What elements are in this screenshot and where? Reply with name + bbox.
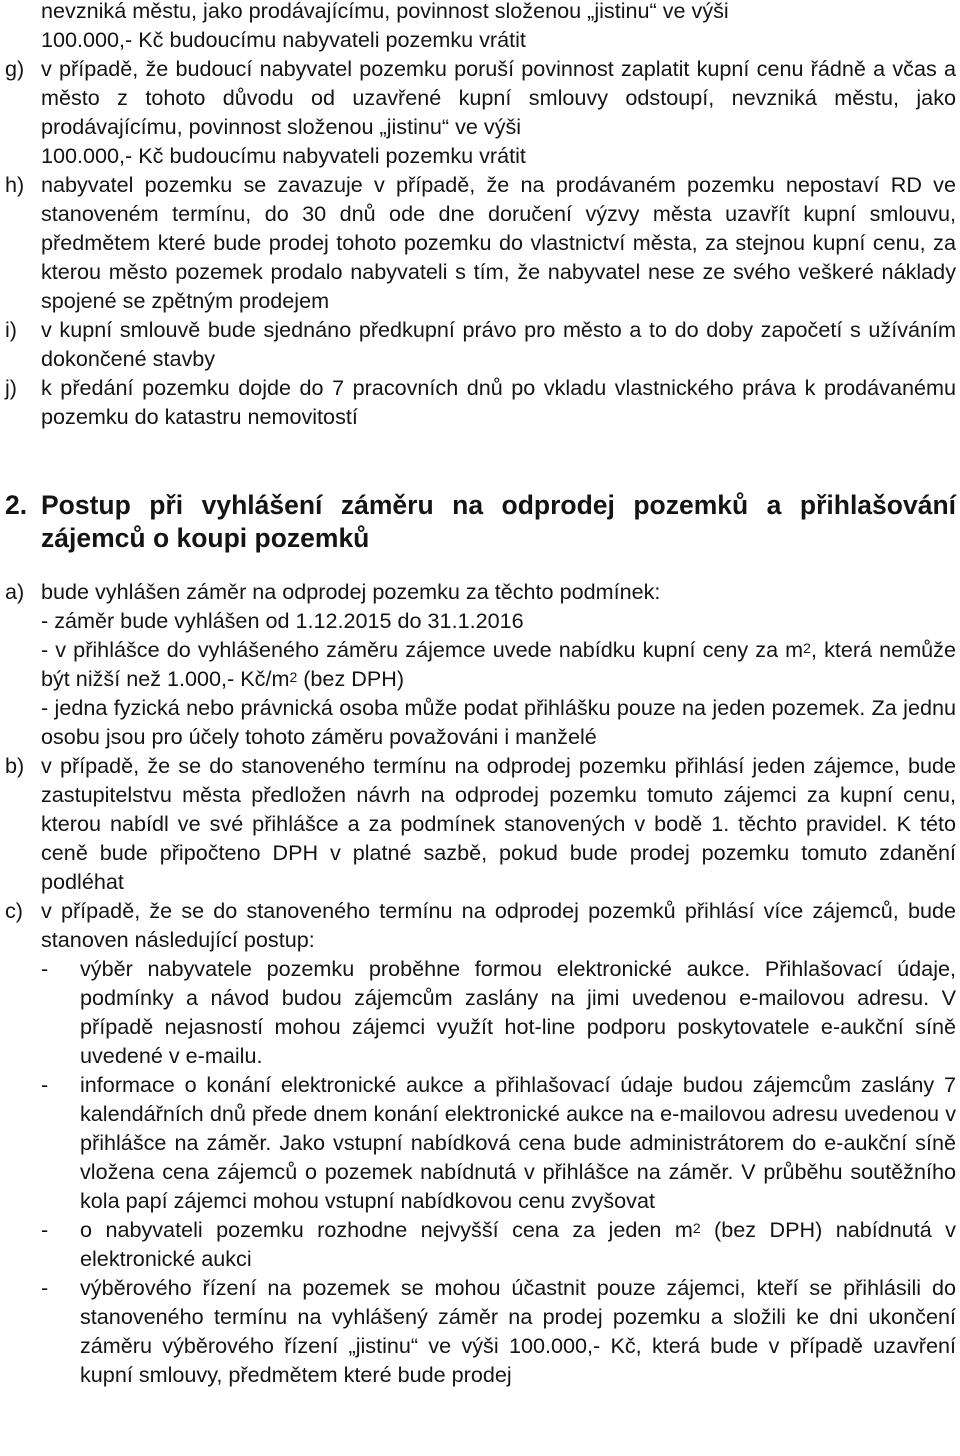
condition-text: - v přihlášce do vyhlášeného záměru zájemce uvede nabídku kupní ceny za m bbox=[41, 637, 804, 662]
section-heading bbox=[5, 489, 956, 555]
list-item-i bbox=[5, 315, 956, 373]
list-label: c) bbox=[5, 898, 23, 923]
step-text: o nabyvateli pozemku rozhodne nejvyšší cena za jeden m bbox=[80, 1217, 693, 1242]
paragraph-continuation: 100.000,- Kč budoucímu nabyvateli pozemku vrátit bbox=[41, 27, 526, 52]
superscript: 2 bbox=[803, 640, 811, 656]
superscript: 2 bbox=[289, 669, 298, 685]
list-item-g bbox=[5, 54, 956, 141]
condition-text: , která nemůže být nižší než 1.000,- Kč/m bbox=[41, 637, 956, 691]
list-text: v případě, že se do stanoveného termínu na odprodej pozemků přihlásí více zájemců, bude stanoven následující postup: bbox=[41, 898, 956, 952]
step-text: (bez DPH) nabídnutá v elektronické aukci bbox=[80, 1217, 956, 1271]
list-item-h bbox=[5, 170, 956, 315]
step-text: výběr nabyvatele pozemku proběhne formou elektronické aukce. Přihlašovací údaje, podmínky a návod budou zájemcům zaslány na jimi uvedenou e-mailovou adresu. V případě nejasností mohou zájemci využít hot-line podporu poskytovatele e-aukční síně uvedené v e-mailu. bbox=[80, 956, 956, 1068]
dash-marker: - bbox=[41, 1072, 49, 1097]
list-label: h) bbox=[5, 172, 25, 197]
list-item-c bbox=[5, 896, 956, 954]
paragraph-continuation: nevzniká městu, jako prodávajícímu, povinnost složenou „jistinu“ ve výši bbox=[41, 0, 729, 23]
list-label: j) bbox=[5, 375, 17, 400]
list-text: 100.000,- Kč budoucímu nabyvateli pozemku vrátit bbox=[41, 143, 526, 168]
list-label: g) bbox=[5, 56, 25, 81]
list-label: b) bbox=[5, 753, 25, 778]
procedure-step bbox=[5, 1070, 956, 1215]
section-title: Postup při vyhlášení záměru na odprodej pozemků a přihlašování zájemců o koupi pozemků bbox=[41, 490, 956, 553]
list-label: i) bbox=[5, 317, 17, 342]
condition-price bbox=[5, 635, 956, 693]
list-text: v případě, že se do stanoveného termínu na odprodej pozemku přihlásí jeden zájemce, bude zastupitelstvu města předložen návrh na odprodej pozemku tomuto zájemci za kupní cenu, kterou nabídl ve své přihlášce a za podmínek stanovených v bodě 1. těchto pravidel. K této ceně bude připočteno DPH v platné sazbě, pokud bude prodej pozemku tomuto zdanění podléhat bbox=[41, 753, 956, 894]
superscript: 2 bbox=[692, 1220, 701, 1236]
list-text: bude vyhlášen záměr na odprodej pozemku za těchto podmínek: bbox=[41, 579, 661, 604]
list-label: a) bbox=[5, 579, 25, 604]
list-item-j bbox=[5, 373, 956, 431]
list-text: k předání pozemku dojde do 7 pracovních dnů po vkladu vlastnického práva k prodávanému pozemku do katastru nemovitostí bbox=[41, 375, 956, 429]
procedure-step bbox=[5, 954, 956, 1070]
list-item-a bbox=[5, 577, 956, 606]
list-text: v případě, že budoucí nabyvatel pozemku poruší povinnost zaplatit kupní cenu řádně a včas a město z tohoto důvodu od uzavřené kupní smlouvy odstoupí, nevzniká městu, jako prodávajícímu, povinnost složenou „jistinu“ ve výši bbox=[41, 56, 956, 139]
condition-one-application: - jedna fyzická nebo právnická osoba může podat přihlášku pouze na jeden pozemek. Za jednu osobu jsou pro účely tohoto záměru považováni i manželé bbox=[41, 695, 956, 749]
section-number: 2. bbox=[5, 490, 28, 520]
spacer bbox=[5, 555, 956, 577]
dash-marker: - bbox=[41, 956, 49, 981]
step-text: informace o konání elektronické aukce a přihlašovací údaje budou zájemcům zaslány 7 kalendářních dnů přede dnem konání elektronické aukce na e-mailovou adresu uvedenou v přihlášce na záměr. Jako vstupní nabídková cena bude administrátorem do e-aukční síně vložena cena zájemců o pozemek nabídnutá v přihlášce na záměr. V průběhu soutěžního kola papí zájemci mohou vstupní nabídkovou cenu zvyšovat bbox=[80, 1072, 956, 1213]
condition-text: (bez DPH) bbox=[297, 666, 405, 691]
list-text: v kupní smlouvě bude sjednáno předkupní právo pro město a to do doby započetí s užíváním dokončené stavby bbox=[41, 317, 956, 371]
condition-date: - záměr bude vyhlášen od 1.12.2015 do 31.1.2016 bbox=[41, 608, 524, 633]
list-item-continuation bbox=[5, 141, 956, 170]
procedure-step bbox=[5, 1273, 956, 1389]
step-text: výběrového řízení na pozemek se mohou účastnit pouze zájemci, kteří se přihlásili do stanoveného termínu na vyhlášený záměr na prodej pozemku a složili ke dni ukončení záměru výběrového řízení „jistinu“ ve výši 100.000,- Kč, která bude v případě uzavření kupní smlouvy, předmětem které bude prodej bbox=[80, 1275, 956, 1387]
spacer bbox=[5, 431, 956, 489]
dash-marker: - bbox=[41, 1217, 49, 1242]
list-item-b bbox=[5, 751, 956, 896]
dash-marker: - bbox=[41, 1275, 49, 1300]
procedure-step bbox=[5, 1215, 956, 1273]
list-text: nabyvatel pozemku se zavazuje v případě, že na prodávaném pozemku nepostaví RD ve stanoveném termínu, do 30 dnů ode dne doručení výzvy města uzavřít kupní smlouvu, předmětem které bude prodej tohoto pozemku do vlastnictví města, za stejnou kupní cenu, za kterou město pozemek prodalo nabyvateli s tím, že nabyvatel nese ze svého veškeré náklady spojené se zpětným prodejem bbox=[41, 172, 956, 313]
